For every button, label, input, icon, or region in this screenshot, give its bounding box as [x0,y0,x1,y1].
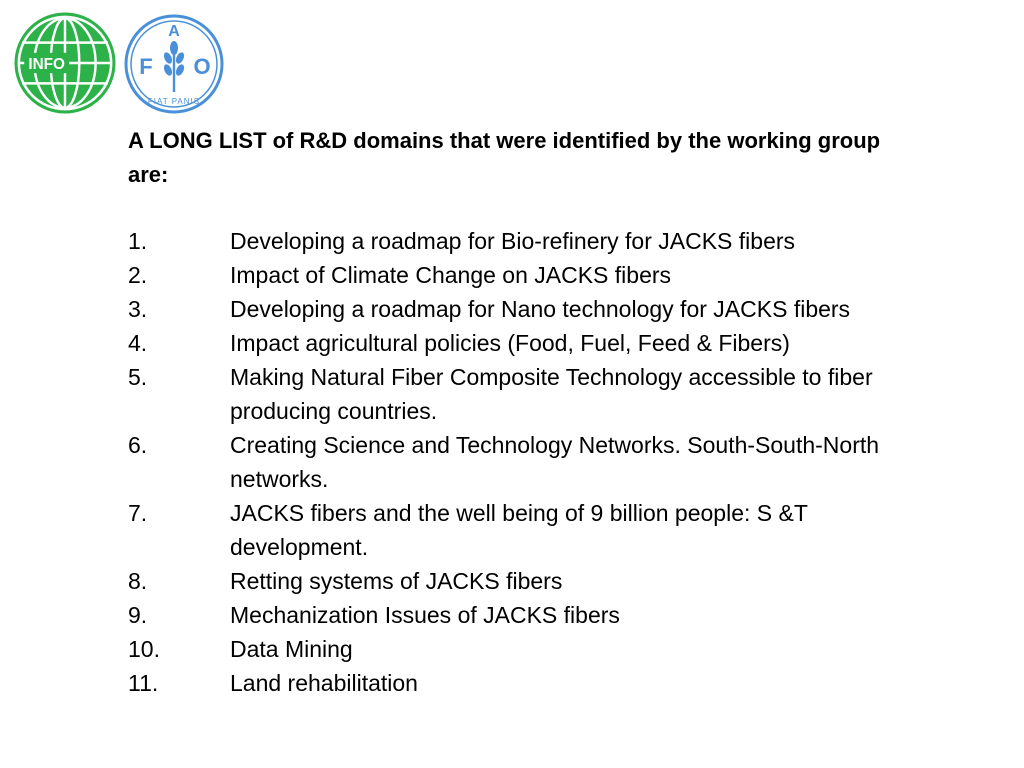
item-number: 11. [128,670,159,696]
fao-letter-o: O [193,54,211,79]
item-text: Retting systems of JACKS fibers [230,568,563,594]
slide-content [128,124,948,700]
list-item [128,360,948,428]
item-number: 6. [128,432,148,458]
item-text: Impact agricultural policies (Food, Fuel, Feed & Fibers) [230,330,790,356]
slide-heading: A LONG LIST of R&D domains that were identified by the working group are: [128,128,881,187]
item-text: Making Natural Fiber Composite Technology accessible to fiber producing countries. [230,364,873,424]
item-number: 7. [128,500,148,526]
list-item [128,598,948,632]
list-item [128,326,948,360]
list-item [128,224,948,258]
list-item [128,666,948,700]
list-item [128,496,948,564]
item-text: Impact of Climate Change on JACKS fibers [230,262,672,288]
item-number: 2. [128,262,148,288]
item-text: Creating Science and Technology Networks. South-South-North networks. [230,432,880,492]
item-text: JACKS fibers and the well being of 9 billion people: S &T development. [230,500,808,560]
item-text: Mechanization Issues of JACKS fibers [230,602,620,628]
item-number: 3. [128,296,148,322]
item-text: Developing a roadmap for Bio-refinery for JACKS fibers [230,228,796,254]
rd-domain-list [128,224,948,700]
item-number: 8. [128,568,148,594]
list-item [128,258,948,292]
list-item [128,632,948,666]
item-number: 4. [128,330,148,356]
globe-icon [14,12,116,114]
list-item [128,428,948,496]
fao-letter-f: F [139,54,153,79]
wheat-emblem-icon [124,14,224,114]
fao-motto: FIAT PANIS [147,97,201,106]
item-text: Developing a roadmap for Nano technology for JACKS fibers [230,296,851,322]
info-logo-text: INFO [28,56,65,74]
item-text: Data Mining [230,636,353,662]
list-item [128,564,948,598]
item-number: 1. [128,228,148,254]
item-number: 10. [128,636,160,662]
list-item [128,292,948,326]
item-text: Land rehabilitation [230,670,418,696]
item-number: 5. [128,364,148,390]
fao-logo [124,14,224,114]
info-globe-logo [14,12,116,114]
fao-letter-a: A [168,23,180,40]
item-number: 9. [128,602,148,628]
